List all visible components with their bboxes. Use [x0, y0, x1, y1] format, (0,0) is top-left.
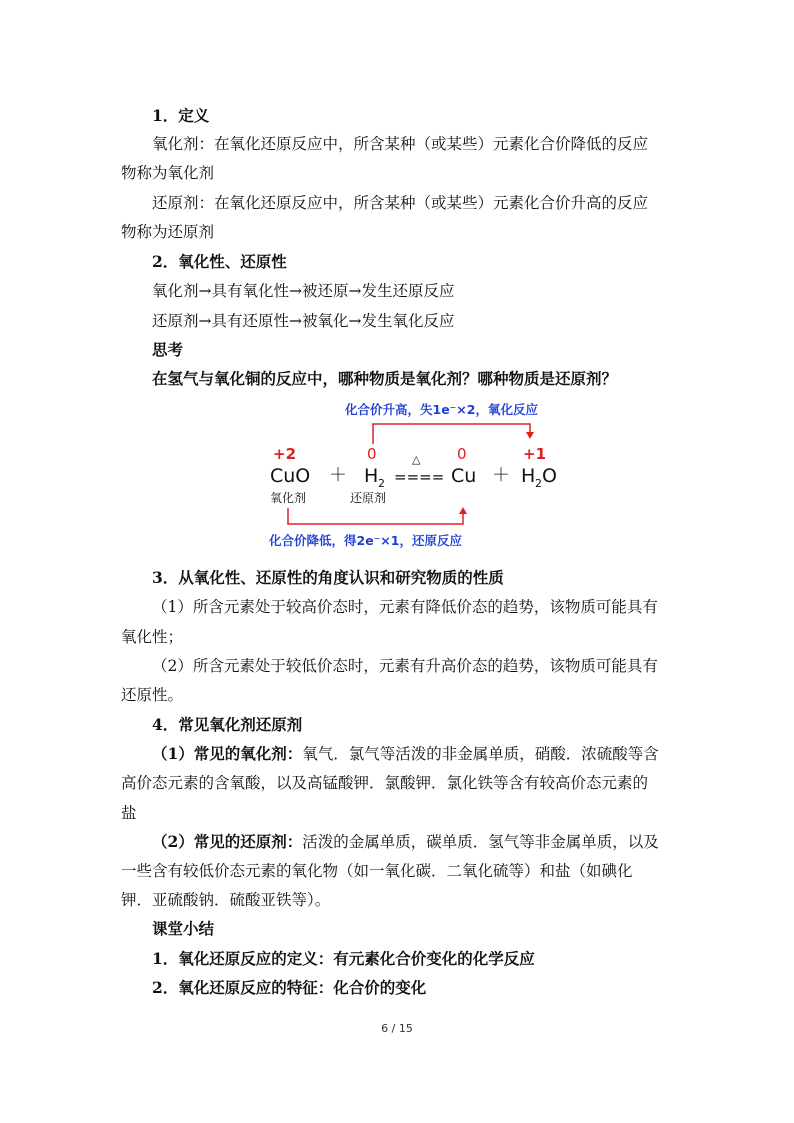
reductant-chain: 还原剂→具有还原性→被氧化→发生氧化反应	[152, 312, 455, 330]
h2o-subscript: 2	[535, 477, 542, 490]
h2o-h: H	[521, 465, 536, 487]
oxidants-line2: 高价态元素的含氧酸，以及高锰酸钾．氯酸钾．氯化铁等含有较高价态元素的	[121, 774, 649, 792]
section-3-title: 3．从氧化性、还原性的角度认识和研究物质的性质	[152, 568, 504, 587]
summary-2-label: 2．氧化还原反应的特征：	[152, 978, 334, 997]
point1-line1: （1）所含元素处于较高价态时，元素有降低价态的趋势，该物质可能具有	[152, 598, 658, 616]
summary-heading: 课堂小结	[152, 919, 215, 938]
top-label: 化合价升高，失1e⁻×2，氧化反应	[345, 402, 538, 417]
summary-1-label: 1．氧化还原反应的定义：	[152, 949, 334, 968]
oxidation-bracket	[373, 424, 530, 444]
h2o-oxidation-state: +1	[523, 445, 547, 463]
section-4-title: 4．常见氧化剂还原剂	[152, 715, 303, 734]
reductants-line3: 钾．亚硫酸钠．硫酸亚铁等）。	[121, 891, 331, 909]
section-2-title: 2．氧化性、还原性	[152, 252, 287, 271]
summary-2-text: 化合价的变化	[333, 978, 427, 997]
reductants-text: 活泼的金属单质，碳单质．氢气等非金属单质，以及	[302, 833, 659, 851]
cu-formula: Cu	[451, 465, 477, 487]
point2-line1: （2）所含元素处于较低价态时，元素有升高价态的趋势，该物质可能具有	[152, 657, 658, 675]
oxidants-text: 氧气．氯气等活泼的非金属单质，硝酸．浓硫酸等含	[302, 745, 659, 763]
h-oxidation-state: 0	[367, 445, 377, 463]
oxidant-tag: 氧化剂	[270, 491, 307, 505]
summary-item-2	[152, 978, 426, 998]
summary-1-text: 有元素化合价变化的化学反应	[333, 949, 535, 968]
reductant-tag: 还原剂	[350, 491, 387, 505]
oxidation-arrowhead	[526, 432, 534, 439]
h2-formula: H	[364, 465, 379, 487]
equals-sign: ====	[394, 468, 445, 486]
oxidants-label: （1）常见的氧化剂：	[152, 744, 303, 763]
oxidant-definition-line1: 氧化剂：在氧化还原反应中，所含某种（或某些）元素化合价降低的反应	[152, 135, 649, 153]
reductants-line2: 一些含有较低价态元素的氧化物（如一氧化碳．二氧化硫等）和盐（如碘化	[121, 862, 633, 880]
h2-subscript: 2	[378, 477, 385, 490]
heat-symbol: △	[412, 453, 421, 466]
plus-sign-1: ＋	[329, 465, 347, 486]
reduction-arrowhead	[459, 507, 467, 514]
page-number: 6 / 15	[381, 1022, 413, 1035]
reductant-definition-line1: 还原剂：在氧化还原反应中，所含某种（或某些）元素化合价升高的反应	[152, 194, 649, 212]
redox-diagram	[255, 398, 585, 558]
oxidant-chain: 氧化剂→具有氧化性→被还原→发生还原反应	[152, 282, 455, 300]
reductant-definition-line2: 物称为还原剂	[121, 223, 215, 241]
cu-product-oxidation-state: 0	[457, 445, 467, 463]
cuo-formula: CuO	[270, 465, 311, 487]
oxidants-line1	[152, 744, 659, 764]
point1-line2: 氧化性；	[121, 628, 184, 646]
summary-item-1	[152, 949, 535, 969]
think-heading: 思考	[152, 340, 184, 359]
cu-oxidation-state: +2	[273, 445, 297, 463]
question: 在氢气与氧化铜的反应中，哪种物质是氧化剂？哪种物质是还原剂？	[152, 369, 618, 388]
section-1-title: 1．定义	[152, 106, 210, 125]
reduction-bracket	[288, 508, 463, 524]
h2o-o: O	[542, 465, 557, 487]
reductants-line1	[152, 832, 659, 852]
plus-sign-2: ＋	[492, 465, 510, 486]
oxidants-line3: 盐	[121, 804, 137, 822]
reductants-label: （2）常见的还原剂：	[152, 832, 303, 851]
oxidant-definition-line2: 物称为氧化剂	[121, 164, 215, 182]
bottom-label: 化合价降低，得2e⁻×1，还原反应	[269, 533, 462, 548]
point2-line2: 还原性。	[121, 686, 184, 704]
